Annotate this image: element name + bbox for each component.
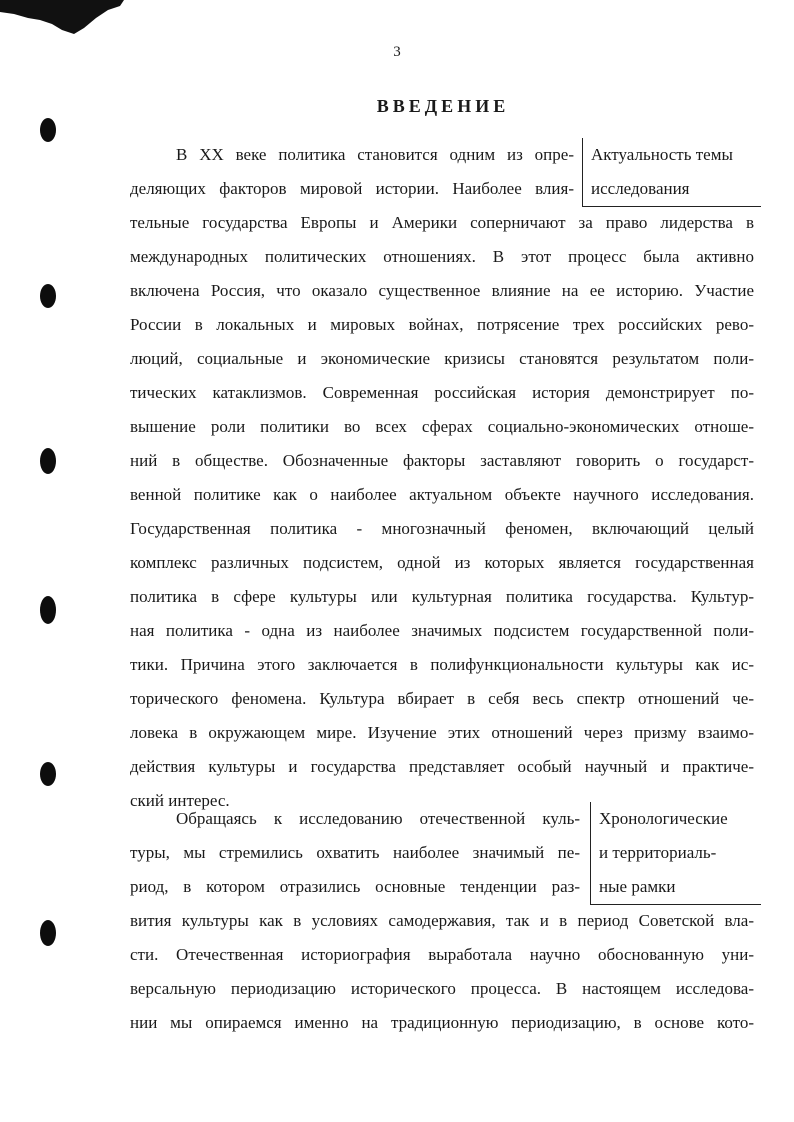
text-line: тики. Причина этого заключается в полифункциональности культуры как ис-: [130, 655, 754, 674]
margin-note-relevance: [582, 138, 761, 207]
margin-note-line: Актуальность темы: [591, 145, 733, 164]
text-line: В XX веке политика становится одним из опре-: [176, 145, 574, 164]
text-line: ский интерес.: [130, 791, 230, 810]
punch-hole: [40, 118, 56, 142]
punch-hole: [40, 762, 56, 786]
page-title: ВВЕДЕНИЕ: [376, 96, 510, 116]
margin-note-line: исследования: [591, 179, 690, 198]
text-line: политика в сфере культуры или культурная политика государства. Культур-: [130, 587, 754, 606]
text-line: торического феномена. Культура вбирает в себя весь спектр отношений че-: [130, 689, 754, 708]
text-line: включена Россия, что оказало существенное влияние на ее историю. Участие: [130, 281, 754, 300]
punch-hole: [40, 596, 56, 624]
text-line: России в локальных и мировых войнах, потрясение трех российских рево-: [130, 315, 754, 334]
text-line: нии мы опираемся именно на традиционную периодизацию, в основе кото-: [130, 1013, 754, 1032]
text-line: вышение роли политики во всех сферах социально-экономических отноше-: [130, 417, 754, 436]
text-line: венной политике как о наиболее актуальном объекте научного исследования.: [130, 485, 754, 504]
text-line: ная политика - одна из наиболее значимых подсистем государственной поли-: [130, 621, 754, 640]
text-line: Обращаясь к исследованию отечественной куль-: [176, 809, 580, 828]
text-line: деляющих факторов мировой истории. Наиболее влия-: [130, 179, 574, 198]
text-line: тельные государства Европы и Америки соперничают за право лидерства в: [130, 213, 754, 232]
text-line: ловека в окружающем мире. Изучение этих отношений через призму взаимо-: [130, 723, 754, 742]
text-line: ний в обществе. Обозначенные факторы заставляют говорить о государст-: [130, 451, 754, 470]
text-line: Государственная политика - многозначный феномен, включающий целый: [130, 519, 754, 538]
page-number: 3: [393, 44, 401, 60]
margin-note-line: Хронологические: [599, 809, 728, 828]
punch-hole: [40, 448, 56, 474]
margin-note-line: и территориаль-: [599, 843, 717, 862]
text-line: люций, социальные и экономические кризисы становятся результатом поли-: [130, 349, 754, 368]
punch-hole: [40, 284, 56, 308]
text-line: действия культуры и государства представляет особый научный и практиче-: [130, 757, 754, 776]
text-line: версальную периодизацию исторического процесса. В настоящем исследова-: [130, 979, 754, 998]
margin-note-line: ные рамки: [599, 877, 676, 896]
scan-artifact: [0, 0, 130, 40]
punch-hole: [40, 920, 56, 946]
text-line: вития культуры как в условиях самодержавия, так и в период Советской вла-: [130, 911, 754, 930]
text-line: тических катаклизмов. Современная российская история демонстрирует по-: [130, 383, 754, 402]
text-line: сти. Отечественная историография выработала научно обоснованную уни-: [130, 945, 754, 964]
text-line: комплекс различных подсистем, одной из которых является государственная: [130, 553, 754, 572]
text-line: риод, в котором отразились основные тенденции раз-: [130, 877, 580, 896]
text-line: туры, мы стремились охватить наиболее значимый пе-: [130, 843, 580, 862]
text-line: международных политических отношениях. В этот процесс была активно: [130, 247, 754, 266]
